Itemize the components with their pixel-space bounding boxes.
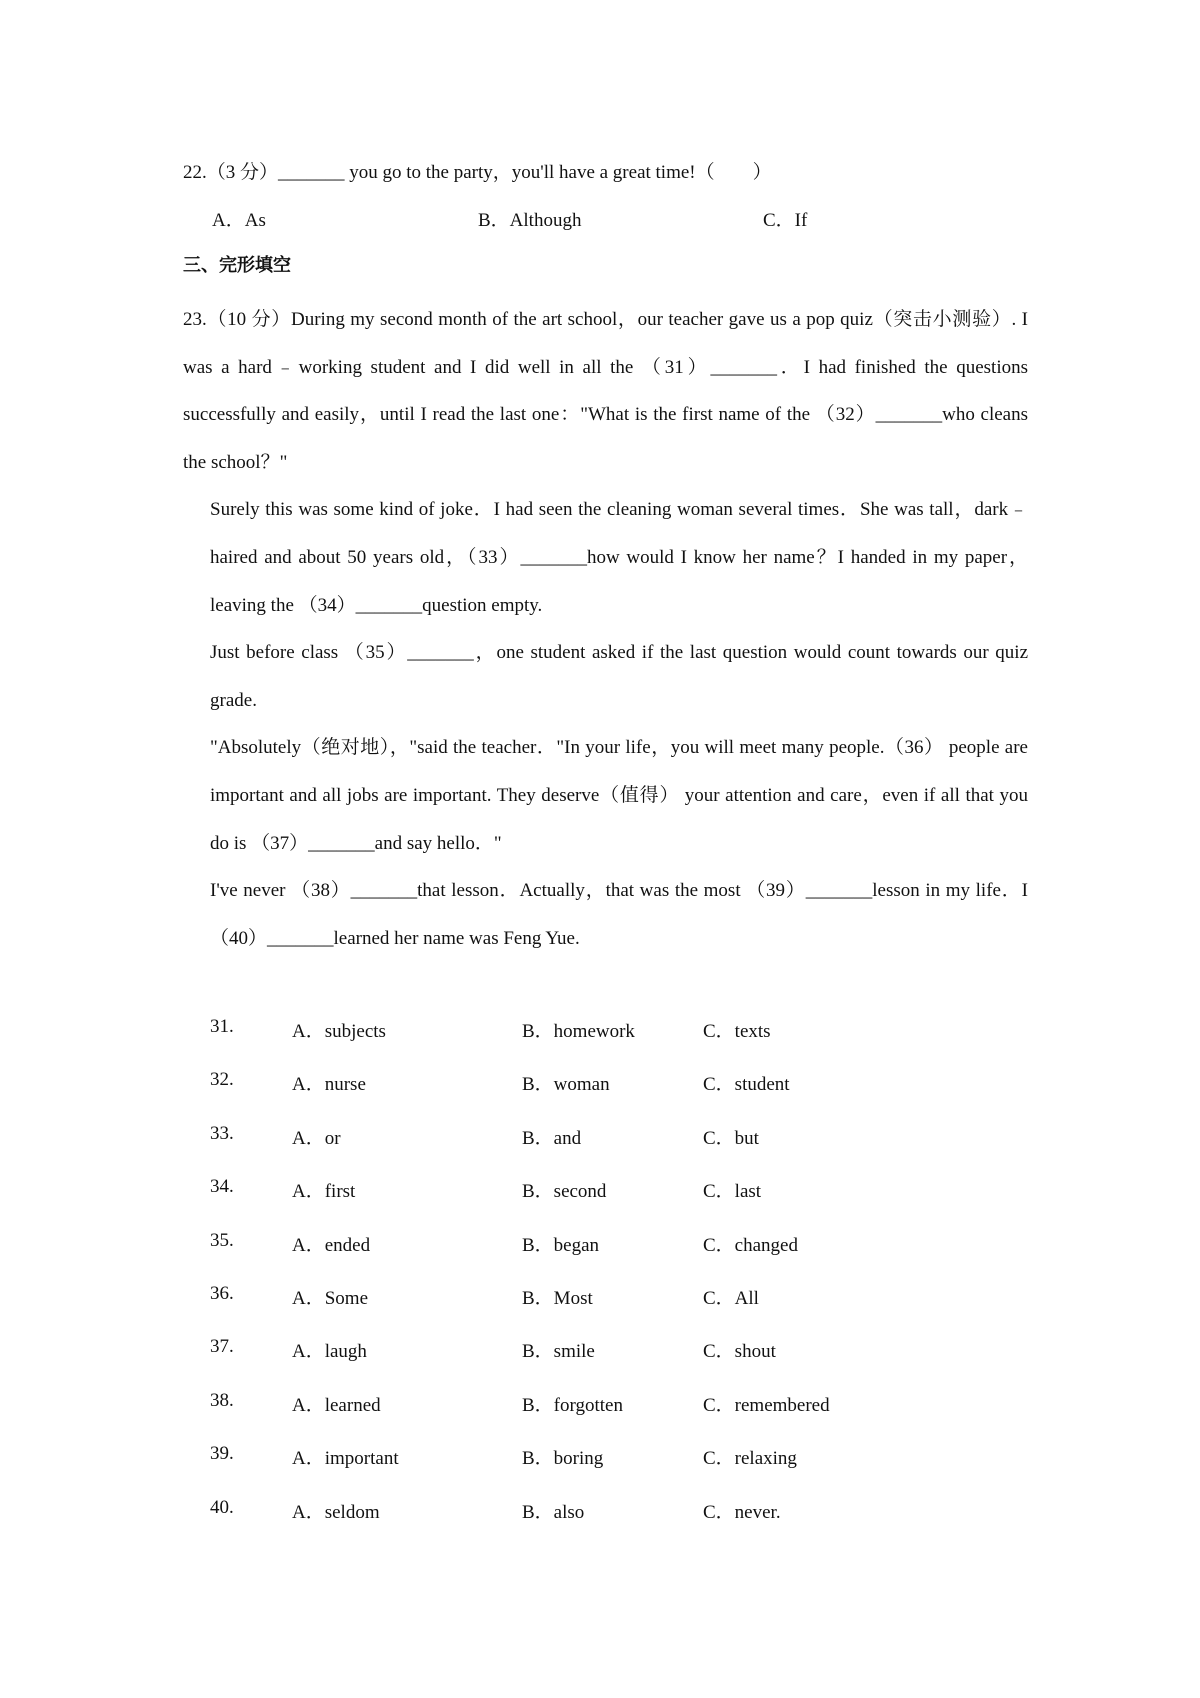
option-number: 40. <box>210 1496 234 1518</box>
option-number: 35. <box>210 1229 234 1251</box>
option-row-38 <box>210 1390 910 1443</box>
option-b[interactable]: B．forgotten <box>522 1394 623 1416</box>
question-22-stem: 22.（3 分）_______ you go to the party，you'll have a great time!（ ） <box>183 162 772 183</box>
passage-paragraph-1 <box>183 296 1028 486</box>
cloze-options-list <box>210 1016 910 1550</box>
option-b[interactable]: B．second <box>522 1181 607 1203</box>
passage-paragraph-2: Surely this was some kind of joke．I had seen the cleaning woman several times．She was tall，dark﹣haired and about 50 years old，（33）_______how would I know her name？I handed in my paper，leaving the （34）_______question empty. <box>210 499 1028 616</box>
option-c[interactable]: C．All <box>703 1287 759 1309</box>
option-a[interactable]: A．learned <box>292 1394 381 1416</box>
passage-paragraph-5: I've never （38）_______that lesson．Actually，that was the most （39）_______lesson in my life．I （40）_______learned her name was Feng Yue. <box>210 880 1028 949</box>
question-22-option-a[interactable]: A．As <box>212 210 266 231</box>
option-c[interactable]: C．relaxing <box>703 1448 797 1470</box>
cloze-passage <box>183 296 1028 962</box>
option-row-33 <box>210 1123 910 1176</box>
option-row-35 <box>210 1230 910 1283</box>
option-number: 34. <box>210 1176 234 1198</box>
option-b[interactable]: B．woman <box>522 1074 610 1096</box>
option-row-32 <box>210 1069 910 1122</box>
option-number: 37. <box>210 1336 234 1358</box>
option-c[interactable]: C．student <box>703 1074 790 1096</box>
section-title: 三、完形填空 <box>183 255 291 276</box>
option-number: 36. <box>210 1282 234 1304</box>
option-a[interactable]: A．nurse <box>292 1074 366 1096</box>
option-a[interactable]: A．seldom <box>292 1501 380 1523</box>
option-b[interactable]: B．boring <box>522 1448 604 1470</box>
option-a[interactable]: A．laugh <box>292 1341 367 1363</box>
option-number: 38. <box>210 1389 234 1411</box>
option-row-37 <box>210 1336 910 1389</box>
option-number: 33. <box>210 1122 234 1144</box>
option-a[interactable]: A．or <box>292 1127 341 1149</box>
option-c[interactable]: C．shout <box>703 1341 776 1363</box>
option-row-31 <box>210 1016 910 1069</box>
option-number: 31. <box>210 1016 234 1037</box>
option-b[interactable]: B．also <box>522 1501 585 1523</box>
option-a[interactable]: A．first <box>292 1181 356 1203</box>
option-number: 32. <box>210 1069 234 1091</box>
option-b[interactable]: B．homework <box>522 1021 635 1042</box>
option-a[interactable]: A．ended <box>292 1234 371 1256</box>
option-a[interactable]: A．Some <box>292 1287 369 1309</box>
passage-paragraph-3: Just before class （35）_______，one student asked if the last question would count towards our quiz grade. <box>210 642 1028 711</box>
option-a[interactable]: A．important <box>292 1448 399 1470</box>
option-c[interactable]: C．changed <box>703 1234 798 1256</box>
option-b[interactable]: B．and <box>522 1127 582 1149</box>
option-a[interactable]: A．subjects <box>292 1021 386 1042</box>
option-b[interactable]: B．Most <box>522 1287 593 1309</box>
option-c[interactable]: C．texts <box>703 1021 771 1042</box>
option-row-39 <box>210 1443 910 1496</box>
option-b[interactable]: B．smile <box>522 1341 595 1363</box>
option-c[interactable]: C．never. <box>703 1501 781 1523</box>
option-c[interactable]: C．remembered <box>703 1394 830 1416</box>
question-22-option-b[interactable]: B．Although <box>478 210 582 231</box>
option-row-34 <box>210 1176 910 1229</box>
question-22-option-c[interactable]: C．If <box>763 210 808 231</box>
option-b[interactable]: B．began <box>522 1234 600 1256</box>
option-c[interactable]: C．last <box>703 1181 762 1203</box>
passage-paragraph-4: "Absolutely（绝对地），"said the teacher．"In your life，you will meet many people.（36） people are important and all jobs are important. They deserve（值得） your attention and care，even if all that you do is （37）_______and say hello．" <box>210 737 1028 854</box>
passage-paragraph-1-text: 23.（10 分）During my second month of the art school，our teacher gave us a pop quiz（突击小测验）. I was a hard﹣working student and I did well in all the （31）_______．I had finished the questions successfully and easily，until I read the last one："What is the first name of the （32）_______who cleans the school？" <box>183 309 1028 473</box>
option-c[interactable]: C．but <box>703 1127 759 1149</box>
option-row-40 <box>210 1497 910 1550</box>
option-row-36 <box>210 1283 910 1336</box>
option-number: 39. <box>210 1443 234 1465</box>
